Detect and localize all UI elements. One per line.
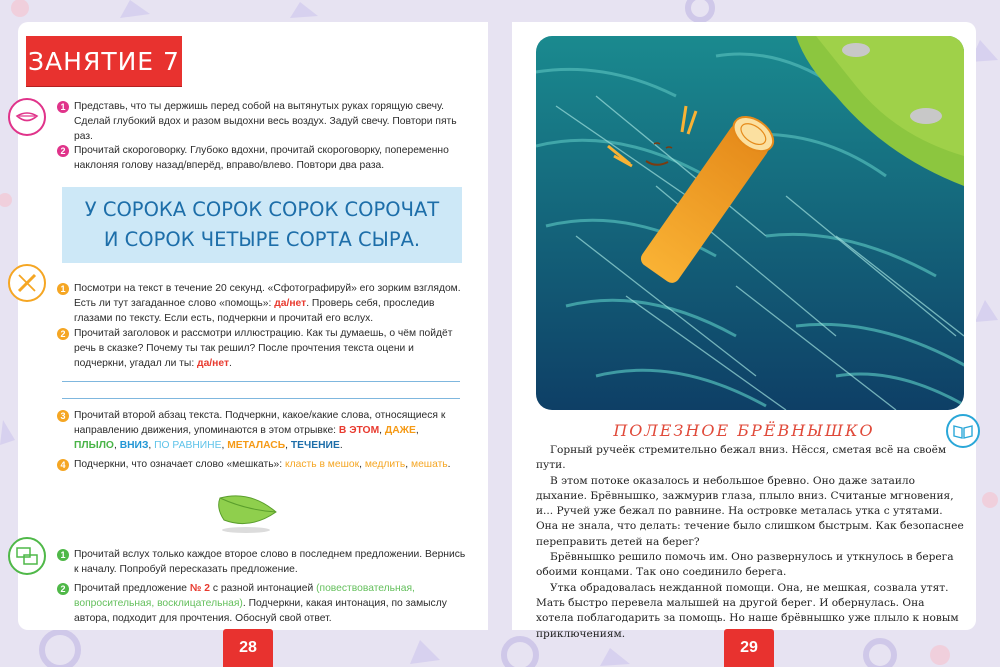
story-text bbox=[536, 443, 964, 642]
task-badge: 1 bbox=[57, 549, 69, 561]
task-badge: 1 bbox=[57, 101, 69, 113]
story-paragraph: хотела поблагодарить за помощь. Но наше брёвнышко уже плыло к новым приключениям. bbox=[536, 612, 959, 640]
breathing-task-text: Представь, что ты держишь перед собой на вытянутых руках горящую свечу. Сделай глубокий вдох и разом выдохни весь воздух. Задуй свечу. Повтори пять раз. bbox=[74, 101, 457, 142]
leaf-icon bbox=[210, 490, 282, 536]
story-paragraph: Мать быстро перевела малышей на другой берег. И обернулась. Она bbox=[536, 596, 925, 609]
word-option[interactable]: В ЭТОМ bbox=[338, 425, 380, 436]
story-paragraph: В этом потоке оказалось и небольшое бревно. Оно даже затаило дыхание. Брёвнышко, зажмурив глаза, плыло вниз. Считаные мгновения, и... Ручей уже бежал по равнине. На островке металась утка с утятами. Она не знала, что делать: течение было слишком быстрым. Как безопаснее переправить детей на берег? bbox=[536, 474, 964, 548]
intonation-options[interactable]: (повествовательная, вопросительная, восклицательная) bbox=[74, 583, 415, 609]
answer-choice[interactable]: да/нет bbox=[197, 358, 230, 369]
task-badge: 2 bbox=[57, 145, 69, 157]
intonation-task-text: Прочитай предложение № 2 с разной интонацией (повествовательная, вопросительная, восклицательная). Подчеркни, какая интонация, по замыслу автора, подходит для прочтения. Обоснуй свой ответ. bbox=[74, 583, 447, 624]
tongue-twister-task-text: Прочитай скороговорку. Глубоко вдохни, прочитай скороговорку, попеременно наклоняя голову назад/вперёд, вправо/влево. Повтори два раза. bbox=[74, 145, 449, 171]
log-in-stream-illustration bbox=[536, 36, 964, 410]
every-second-word-task-text: Прочитай вслух только каждое второе слово в последнем предложении. Вернись к началу. Попробуй пересказать предложение. bbox=[74, 549, 466, 575]
word-option[interactable]: МЕТАЛАСЬ bbox=[227, 440, 286, 451]
word-option[interactable]: ДАЖЕ bbox=[384, 425, 416, 436]
meaning-option[interactable]: медлить bbox=[364, 459, 406, 470]
word-option[interactable]: ПО РАВНИНЕ bbox=[154, 440, 222, 451]
task-badge: 1 bbox=[57, 283, 69, 295]
story-paragraph: Брёвнышко решило помочь им. Оно развернулось и уткнулось в берега обоими концами. Так оно соединило берега. bbox=[536, 551, 954, 579]
word-option[interactable]: ПЛЫЛО bbox=[74, 440, 114, 451]
task-badge: 4 bbox=[57, 459, 69, 471]
story-paragraph: Утка обрадовалась нежданной помощи. Она, не мешкая, созвала утят. bbox=[550, 581, 949, 594]
speech-bubbles-icon bbox=[8, 537, 46, 575]
answer-line[interactable] bbox=[62, 398, 460, 399]
lesson-title: ЗАНЯТИЕ 7 bbox=[26, 36, 182, 86]
page-number-left: 28 bbox=[223, 629, 273, 667]
direction-words-task-text: Прочитай второй абзац текста. Подчеркни, какое/какие слова, относящиеся к направлению движения, упоминаются в этом отрывке: В ЭТОМ, ДАЖЕ, ПЛЫЛО, ВНИЗ, ПО РАВНИНЕ, МЕТАЛАСЬ, ТЕЧЕНИЕ. bbox=[74, 410, 446, 451]
word-option[interactable]: ТЕЧЕНИЕ bbox=[290, 440, 340, 451]
prediction-task-text: Прочитай заголовок и рассмотри иллюстрацию. Как ты думаешь, о чём пойдёт речь в сказке? Почему ты так решил? После прочтения текста оцени и подчеркни, угадал ли ты: да/нет. bbox=[74, 328, 453, 369]
tongue-twister-box bbox=[62, 187, 462, 263]
story-title: ПОЛЕЗНОЕ БРЁВНЫШКО bbox=[613, 421, 875, 440]
tongue-twister-line-1: У СОРОКА СОРОК СОРОК СОРОЧАТ bbox=[84, 198, 440, 221]
answer-choice[interactable]: да/нет bbox=[274, 298, 307, 309]
task-badge: 3 bbox=[57, 410, 69, 422]
task-badge: 2 bbox=[57, 328, 69, 340]
photo-reading-task-text: Посмотри на текст в течение 20 секунд. «Сфотографируй» его зорким взглядом. Есть ли тут загаданное слово «помощь»: да/нет. Проверь себя, проследив глазами по тексту. Если есть, подчеркни и прочитай его вслух. bbox=[74, 283, 461, 324]
lips-icon bbox=[8, 98, 46, 136]
word-option[interactable]: ВНИЗ bbox=[119, 440, 149, 451]
word-meaning-task-text: Подчеркни, что означает слово «мешкать»: класть в мешок, медлить, мешать. bbox=[74, 459, 451, 470]
tongue-twister-line-2: И СОРОК ЧЕТЫРЕ СОРТА СЫРА. bbox=[103, 228, 421, 251]
meaning-option[interactable]: мешать bbox=[411, 459, 448, 470]
task-badge: 2 bbox=[57, 583, 69, 595]
pencil-icon bbox=[8, 264, 46, 302]
story-paragraph: Горный ручеёк стремительно бежал вниз. Нёсся, сметая всё на своём пути. bbox=[536, 444, 947, 472]
page-number-right: 29 bbox=[724, 629, 774, 667]
answer-line[interactable] bbox=[62, 381, 460, 382]
meaning-option[interactable]: класть в мешок bbox=[285, 459, 360, 470]
